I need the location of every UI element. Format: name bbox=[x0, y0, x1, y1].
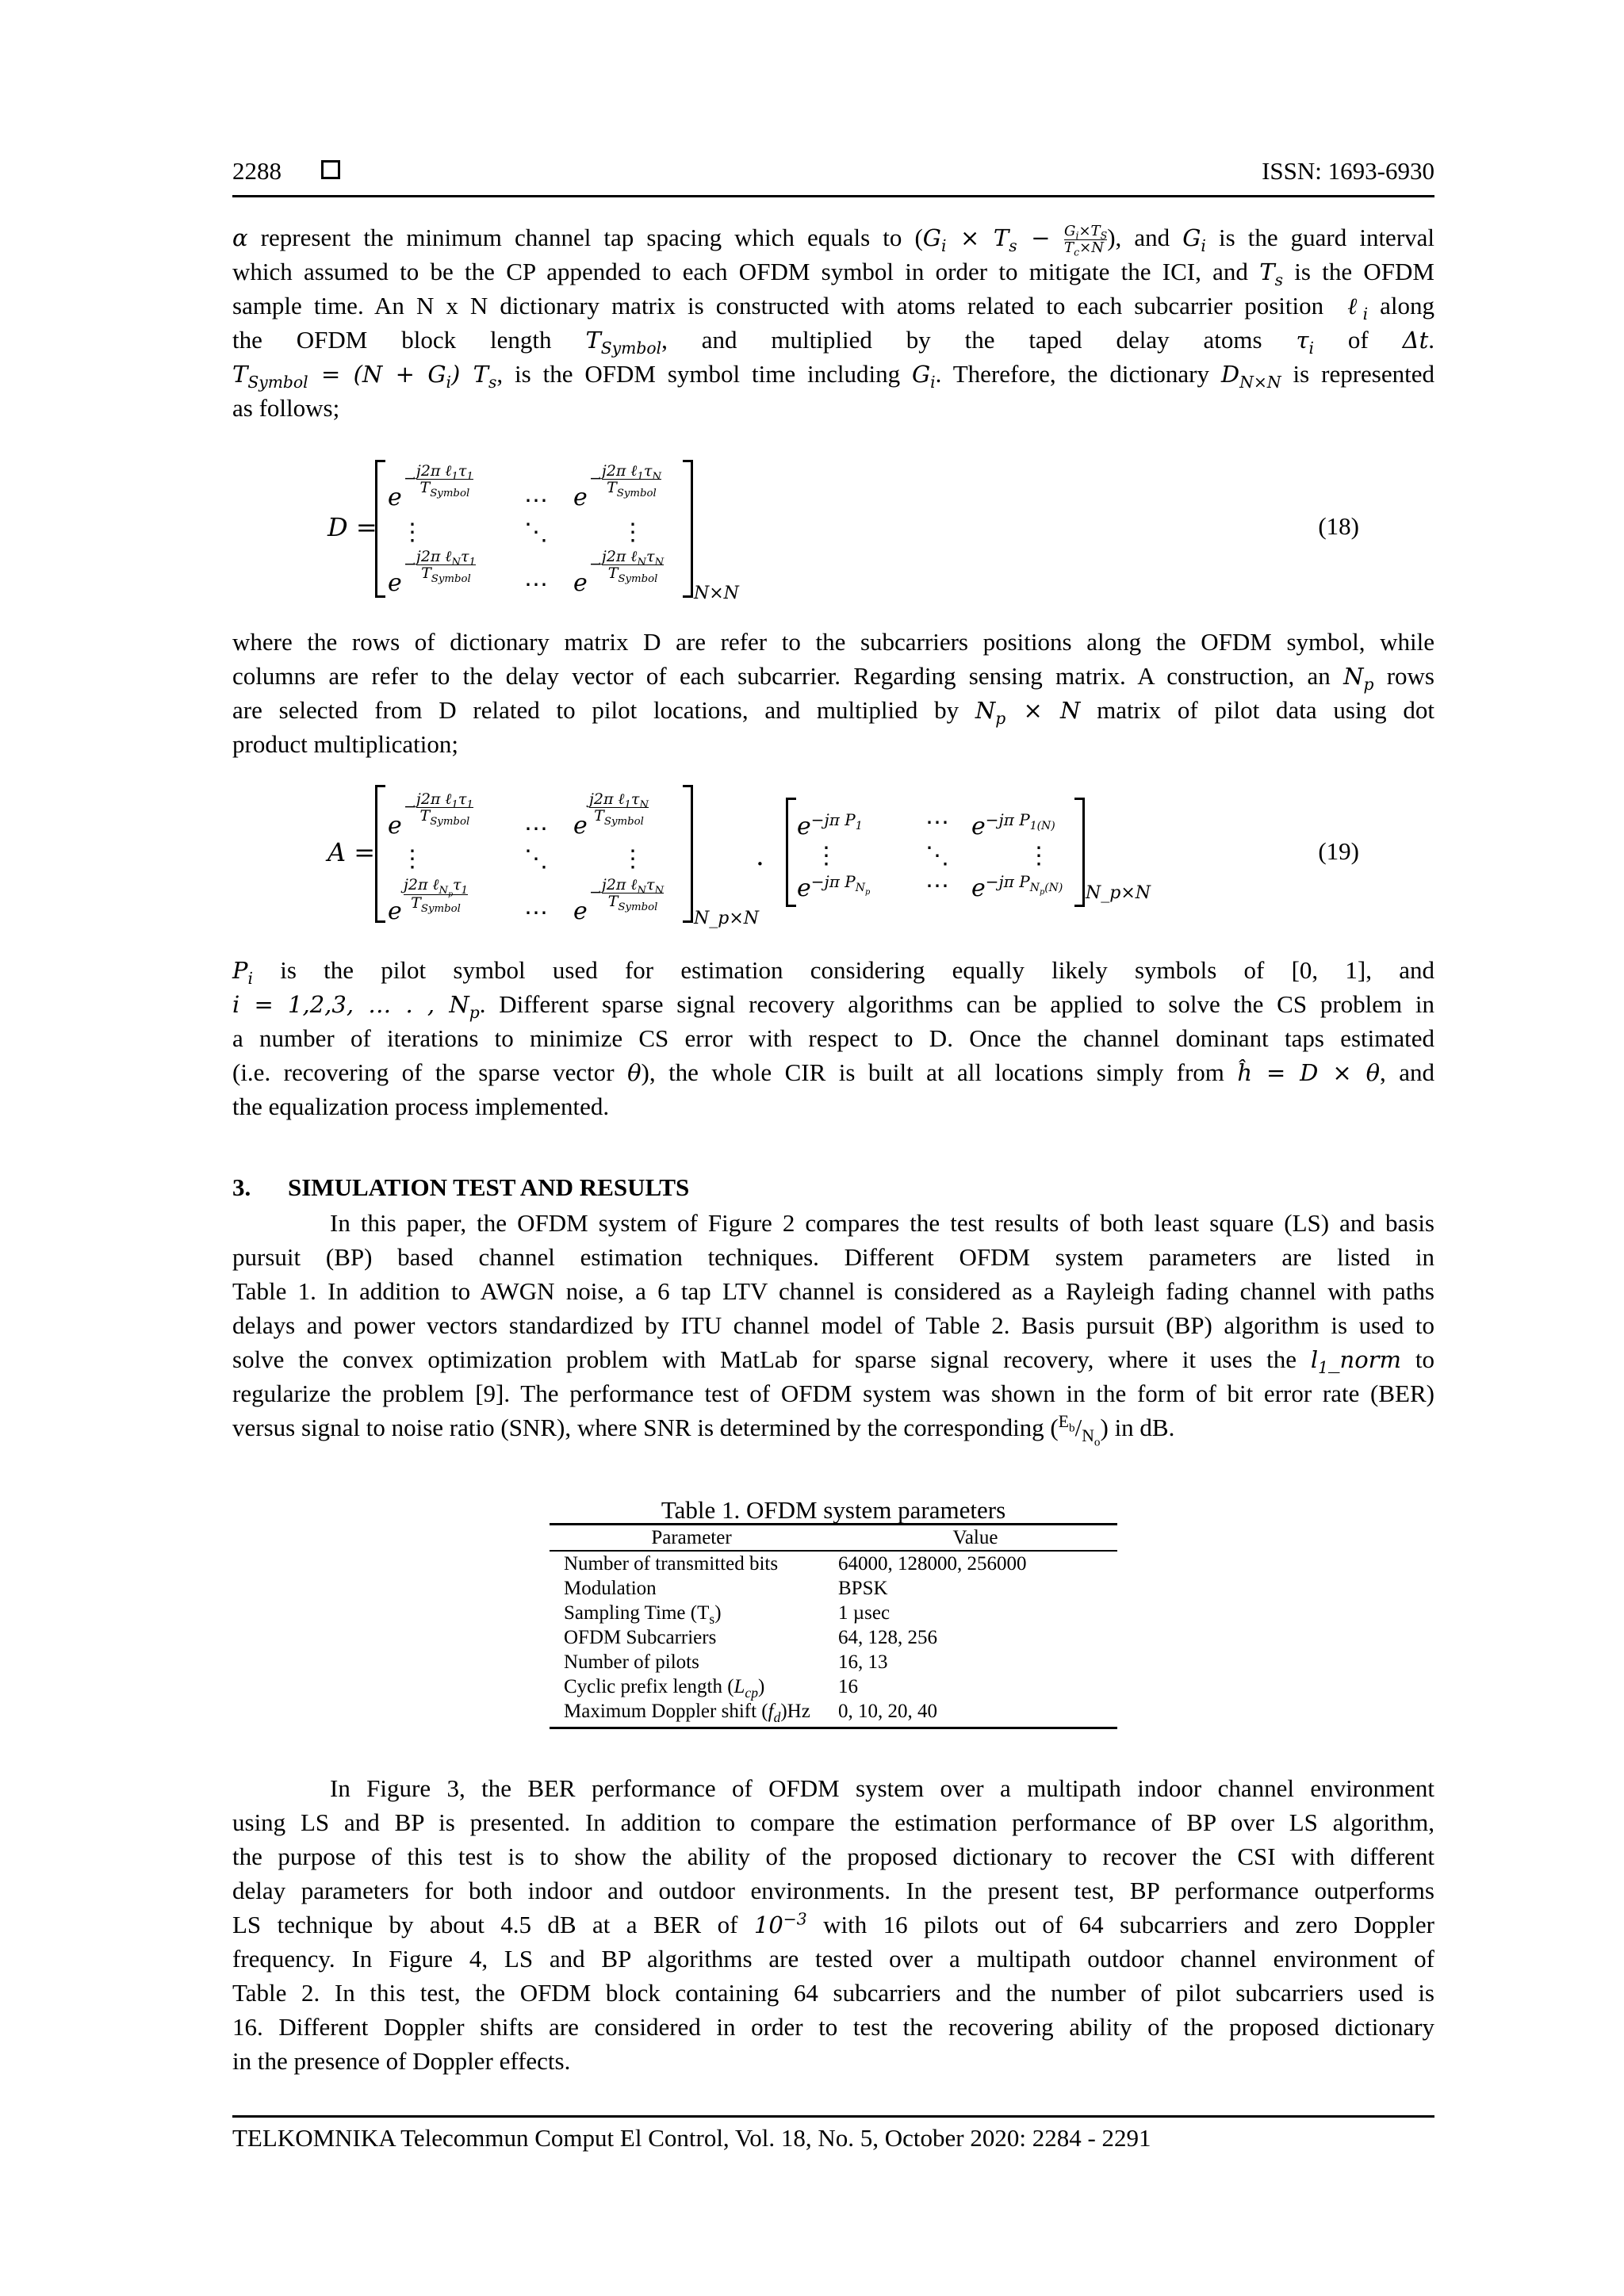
page-number: 2288 bbox=[232, 157, 282, 185]
pilot-matrix-entry: $e^{-j\pi P_1}$ bbox=[797, 810, 863, 840]
text-line: in the presence of Doppler effects. bbox=[232, 2047, 571, 2075]
table-cell: Number of pilots bbox=[564, 1651, 699, 1673]
table-cell: Number of transmitted bits bbox=[564, 1553, 779, 1575]
table-row bbox=[550, 1699, 1117, 1728]
text-line: delays and power vectors standardized by ITU channel model of Table 2. Basis pursuit (BP) algorithm is used to bbox=[232, 1311, 1434, 1339]
equation-number: (18) bbox=[1318, 512, 1359, 540]
section-heading bbox=[232, 1173, 689, 1202]
text-line: which assumed to be the CP appended to each OFDM symbol in order to mitigate the ICI, and $T_s$ is the OFDM bbox=[232, 258, 1434, 289]
section-title: SIMULATION TEST AND RESULTS bbox=[288, 1173, 690, 1201]
matrix-hdots: ⋯ bbox=[925, 809, 949, 836]
table-cell: 64, 128, 256 bbox=[838, 1627, 937, 1648]
matrix-bracket-right bbox=[1074, 798, 1085, 907]
pilot-matrix-entry: $e^{-j\pi P_{N_p(N)}}$ bbox=[971, 872, 1063, 902]
text-line: α represent the minimum channel tap spacing which equals to ($G_i \times T_s$ − $\frac{G_i\times T_S}{T_c\times N}$ ), and $G_i$ is the guard interval bbox=[232, 223, 1435, 258]
table-cell: 64000, 128000, 256000 bbox=[838, 1553, 1027, 1575]
text-line: columns are refer to the delay vector of each subcarrier. Regarding sensing matrix. A construction, an $N_p$ rows bbox=[232, 662, 1434, 694]
text-line: as follows; bbox=[232, 394, 340, 422]
table-caption: Table 1. OFDM system parameters bbox=[661, 1496, 1006, 1524]
text-line: sample time. An N x N dictionary matrix is constructed with atoms related to each subcarrier position ℓ$_i$ along bbox=[232, 292, 1434, 323]
text-line: pursuit (BP) based channel estimation techniques. Different OFDM system parameters are listed in bbox=[232, 1243, 1434, 1271]
equation-19 bbox=[232, 777, 1434, 943]
matrix-vdots: ⋮ bbox=[621, 845, 645, 873]
text-line: Table 2. In this test, the OFDM block containing 64 subcarriers and the number of pilot subcarriers used is bbox=[232, 1979, 1434, 2007]
matrix-vdots: ⋮ bbox=[814, 842, 838, 870]
issn-label: ISSN: 1693-6930 bbox=[1262, 157, 1434, 185]
matrix-ddots: ⋱ bbox=[925, 842, 949, 870]
matrix-bracket-left bbox=[786, 798, 796, 907]
paragraph-figure-results bbox=[232, 1771, 1434, 2078]
table-row bbox=[550, 1551, 1117, 1576]
text-line: $T_{Symbol} = (N + G_i)$ $T_s$, is the OFDM symbol time including $G_i$. Therefore, the dictionary $D_{N\times N}$ is represented bbox=[232, 360, 1434, 392]
table-row bbox=[550, 1601, 1117, 1625]
table-cell: Modulation bbox=[564, 1578, 657, 1599]
text-line: frequency. In Figure 4, LS and BP algorithms are tested over a multipath outdoor channel environment of bbox=[232, 1945, 1434, 1973]
matrix-vdots: ⋮ bbox=[1027, 842, 1051, 870]
table-row bbox=[550, 1650, 1117, 1674]
table-header-cell: Parameter bbox=[550, 1525, 833, 1552]
table-header-row bbox=[550, 1525, 1117, 1552]
matrix-hdots: ⋯ bbox=[524, 571, 548, 599]
matrix-entry: e − j2π $\ell_1\tau_1$ $T_{Symbol}$ bbox=[388, 462, 473, 511]
table-cell: 16 bbox=[838, 1676, 858, 1697]
matrix-bracket-right bbox=[683, 460, 693, 598]
header-square-icon bbox=[321, 160, 340, 179]
section-number: 3. bbox=[232, 1173, 251, 1201]
pilot-matrix-entry: $e^{-j\pi P_{1(N)}}$ bbox=[971, 810, 1055, 840]
matrix-bracket-right bbox=[683, 785, 693, 923]
table-cell: 16, 13 bbox=[838, 1651, 888, 1673]
text-line: In Figure 3, the BER performance of OFDM system over a multipath indoor channel environment bbox=[330, 1774, 1434, 1802]
matrix-hdots: ⋯ bbox=[524, 815, 548, 843]
matrix-hdots: ⋯ bbox=[524, 487, 548, 515]
table-row bbox=[550, 1625, 1117, 1650]
equation-18 bbox=[232, 452, 1434, 610]
table-cell: 1 µsec bbox=[838, 1602, 891, 1624]
text-line: (i.e. recovering of the sparse vector θ), the whole CIR is built at all locations simply from ĥ = D × θ, and bbox=[232, 1058, 1434, 1086]
text-line: $P_i$ is the pilot symbol used for estimation considering equally likely symbols of [0, 1], and bbox=[232, 956, 1434, 988]
table-cell: Maximum Doppler shift $(f_d)Hz$ bbox=[550, 1699, 833, 1728]
matrix-size: N_p×N bbox=[694, 909, 760, 928]
matrix-entry: e j2π $\ell_1\tau_N$ $T_{Symbol}$ bbox=[573, 790, 649, 840]
text-line: a number of iterations to minimize CS error with respect to D. Once the channel dominant taps estimated bbox=[232, 1024, 1434, 1052]
table-cell: 0, 10, 20, 40 bbox=[833, 1699, 1117, 1728]
page-header bbox=[232, 155, 1434, 197]
table-row bbox=[550, 1674, 1117, 1699]
paragraph-pilot-symbol bbox=[232, 953, 1434, 1123]
text-line: the purpose of this test is to show the ability of the proposed dictionary to recover the CSI with different bbox=[232, 1843, 1434, 1870]
footer-citation: TELKOMNIKA Telecommun Comput El Control, Vol. 18, No. 5, October 2020: 2284 - 2291 bbox=[232, 2124, 1151, 2152]
table-row bbox=[550, 1576, 1117, 1601]
matrix-ddots: ⋱ bbox=[524, 519, 548, 546]
matrix-entry: e − j2π $\ell_N\tau_N$ $T_{Symbol}$ bbox=[573, 876, 665, 925]
matrix-size: N_p×N bbox=[1086, 883, 1151, 903]
matrix-size: N×N bbox=[694, 584, 739, 603]
text-line: using LS and BP is presented. In addition to compare the estimation performance of BP over LS algorithm, bbox=[232, 1808, 1434, 1836]
pilot-matrix-entry: $e^{-j\pi P_{N_p}}$ bbox=[797, 872, 871, 902]
text-line: Table 1. In addition to AWGN noise, a 6 tap LTV channel is considered as a Rayleigh fading channel with paths bbox=[232, 1277, 1434, 1305]
matrix-entry: e − j2π $\ell_1\tau_1$ $T_{Symbol}$ bbox=[388, 790, 473, 840]
table-cell: BPSK bbox=[838, 1578, 888, 1599]
table-cell: OFDM Subcarriers bbox=[564, 1627, 717, 1648]
table-cell: Cyclic prefix length $(L_{cp})$ bbox=[564, 1676, 765, 1701]
dot-product-operator: . bbox=[756, 840, 764, 872]
paragraph-sensing-matrix bbox=[232, 625, 1434, 761]
text-line: are selected from D related to pilot locations, and multiplied by $N_p \times N$ matrix of pilot data using dot bbox=[232, 696, 1434, 728]
matrix-vdots: ⋮ bbox=[400, 845, 424, 873]
text-line: product multiplication; bbox=[232, 730, 458, 758]
matrix-bracket-left bbox=[375, 460, 385, 598]
text-line: i = 1,2,3, … . , $N_p$. Different sparse signal recovery algorithms can be applied to solve the CS problem in bbox=[232, 990, 1434, 1022]
matrix-entry: e j2π $\ell_{N_p}\tau_1$ $T_{Symbol}$ bbox=[388, 876, 468, 925]
table-cell: Sampling Time $(T_s)$ bbox=[564, 1602, 722, 1627]
matrix-hdots: ⋯ bbox=[524, 899, 548, 927]
text-line: LS technique by about 4.5 dB at a BER of $10^{-3}$ with 16 pilots out of 64 subcarriers and zero Doppler bbox=[232, 1909, 1434, 1938]
matrix-vdots: ⋮ bbox=[400, 519, 424, 546]
text-line: versus signal to noise ratio (SNR), where SNR is determined by the corresponding $(^{E_b}/_{N_o})$ in dB. bbox=[232, 1411, 1175, 1449]
text-line: solve the convex optimization problem with MatLab for sparse signal recovery, where it uses the $l_1\_norm$ to bbox=[232, 1345, 1434, 1377]
matrix-entry: e − j2π $\ell_N\tau_1$ $T_{Symbol}$ bbox=[388, 548, 476, 597]
text-line: the equalization process implemented. bbox=[232, 1093, 610, 1120]
text-line: In this paper, the OFDM system of Figure 2 compares the test results of both least square (LS) and basis bbox=[330, 1209, 1434, 1237]
text-line: regularize the problem [9]. The performance test of OFDM system was shown in the form of bit error rate (BER) bbox=[232, 1380, 1434, 1407]
matrix-hdots: ⋯ bbox=[925, 872, 949, 900]
paragraph-dictionary-intro bbox=[232, 220, 1434, 425]
page-footer bbox=[232, 2115, 1434, 2152]
matrix-bracket-left bbox=[375, 785, 385, 923]
matrix-ddots: ⋱ bbox=[524, 845, 548, 873]
matrix-vdots: ⋮ bbox=[621, 519, 645, 546]
text-line: the OFDM block length $T_{Symbol}$, and multiplied by the taped delay atoms $\tau_i$ of Δt. bbox=[232, 326, 1434, 358]
equation-number: (19) bbox=[1318, 837, 1359, 865]
matrix-entry: e − j2π $\ell_N\tau_N$ $T_{Symbol}$ bbox=[573, 548, 665, 597]
text-line: 16. Different Doppler shifts are considered in order to test the recovering ability of the proposed dictionary bbox=[232, 2013, 1434, 2041]
equation-lhs: D = bbox=[327, 512, 377, 542]
matrix-entry: e − j2π $\ell_1\tau_N$ $T_{Symbol}$ bbox=[573, 462, 661, 511]
paragraph-simulation bbox=[232, 1206, 1434, 1449]
equation-lhs: A = bbox=[327, 837, 376, 867]
table-header-cell: Value bbox=[833, 1525, 1117, 1552]
parameters-table bbox=[550, 1523, 1117, 1729]
text-line: delay parameters for both indoor and outdoor environments. In the present test, BP performance outperforms bbox=[232, 1877, 1434, 1904]
text-line: where the rows of dictionary matrix D are refer to the subcarriers positions along the OFDM symbol, while bbox=[232, 628, 1434, 656]
